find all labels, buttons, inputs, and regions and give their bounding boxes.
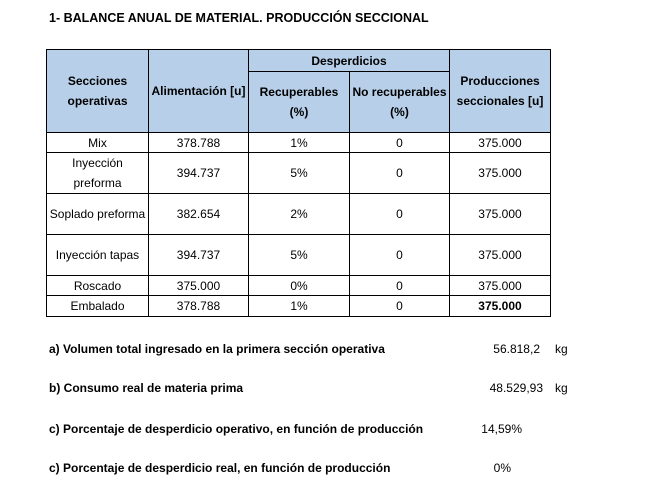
cell-produccion: 375.000 xyxy=(450,235,551,276)
cell-recuperables: 1% xyxy=(249,296,350,317)
question-a-label: a) Volumen total ingresado en la primera sección operativa xyxy=(49,342,385,356)
question-b-label: b) Consumo real de materia prima xyxy=(49,381,244,395)
question-b-unit: kg xyxy=(555,381,568,395)
cell-recuperables: 1% xyxy=(249,133,350,153)
cell-no-recuperables: 0 xyxy=(350,194,450,235)
cell-produccion: 375.000 xyxy=(450,153,551,194)
cell-no-recuperables: 0 xyxy=(350,133,450,153)
cell-produccion: 375.000 xyxy=(450,194,551,235)
question-c2-value: 0% xyxy=(493,461,511,475)
header-recuperables: Recuperables (%) xyxy=(249,72,350,133)
cell-recuperables: 2% xyxy=(249,194,350,235)
cell-alimentacion: 394.737 xyxy=(149,153,249,194)
cell-seccion: Soplado preforma xyxy=(47,194,149,235)
question-a-value: 56.818,2 xyxy=(493,342,540,356)
header-row-top xyxy=(47,50,551,72)
question-c1-value: 14,59% xyxy=(481,422,522,436)
header-no-recuperables: No recuperables (%) xyxy=(350,72,450,133)
cell-seccion: Inyección preforma xyxy=(47,153,149,194)
question-c1-label: c) Porcentaje de desperdicio operativo, en función de producción xyxy=(49,422,424,436)
cell-seccion: Inyección tapas xyxy=(47,235,149,276)
header-alimentacion: Alimentación [u] xyxy=(149,50,249,133)
table-row xyxy=(47,296,551,317)
cell-alimentacion: 378.788 xyxy=(149,296,249,317)
question-a-unit: kg xyxy=(555,342,568,356)
cell-recuperables: 0% xyxy=(249,276,350,296)
cell-alimentacion: 378.788 xyxy=(149,133,249,153)
question-c2-label: c) Porcentaje de desperdicio real, en función de producción xyxy=(49,461,391,475)
table-row xyxy=(47,235,551,276)
cell-produccion: 375.000 xyxy=(450,133,551,153)
table-row xyxy=(47,153,551,194)
cell-alimentacion: 375.000 xyxy=(149,276,249,296)
cell-produccion: 375.000 xyxy=(450,296,551,317)
table-row xyxy=(47,276,551,296)
table-row xyxy=(47,133,551,153)
header-producciones: Producciones seccionales [u] xyxy=(450,50,551,133)
cell-produccion: 375.000 xyxy=(450,276,551,296)
question-b-value: 48.529,93 xyxy=(489,381,543,395)
balance-table xyxy=(46,49,551,317)
cell-no-recuperables: 0 xyxy=(350,235,450,276)
cell-no-recuperables: 0 xyxy=(350,296,450,317)
sheet-title: 1- BALANCE ANUAL DE MATERIAL. PRODUCCIÓN SECCIONAL xyxy=(49,11,429,25)
header-secciones: Secciones operativas xyxy=(47,50,149,133)
cell-alimentacion: 382.654 xyxy=(149,194,249,235)
cell-recuperables: 5% xyxy=(249,153,350,194)
cell-no-recuperables: 0 xyxy=(350,276,450,296)
cell-recuperables: 5% xyxy=(249,235,350,276)
cell-seccion: Embalado xyxy=(47,296,149,317)
table-row xyxy=(47,194,551,235)
cell-alimentacion: 394.737 xyxy=(149,235,249,276)
header-desperdicios: Desperdicios xyxy=(249,50,450,72)
cell-seccion: Roscado xyxy=(47,276,149,296)
cell-no-recuperables: 0 xyxy=(350,153,450,194)
cell-seccion: Mix xyxy=(47,133,149,153)
